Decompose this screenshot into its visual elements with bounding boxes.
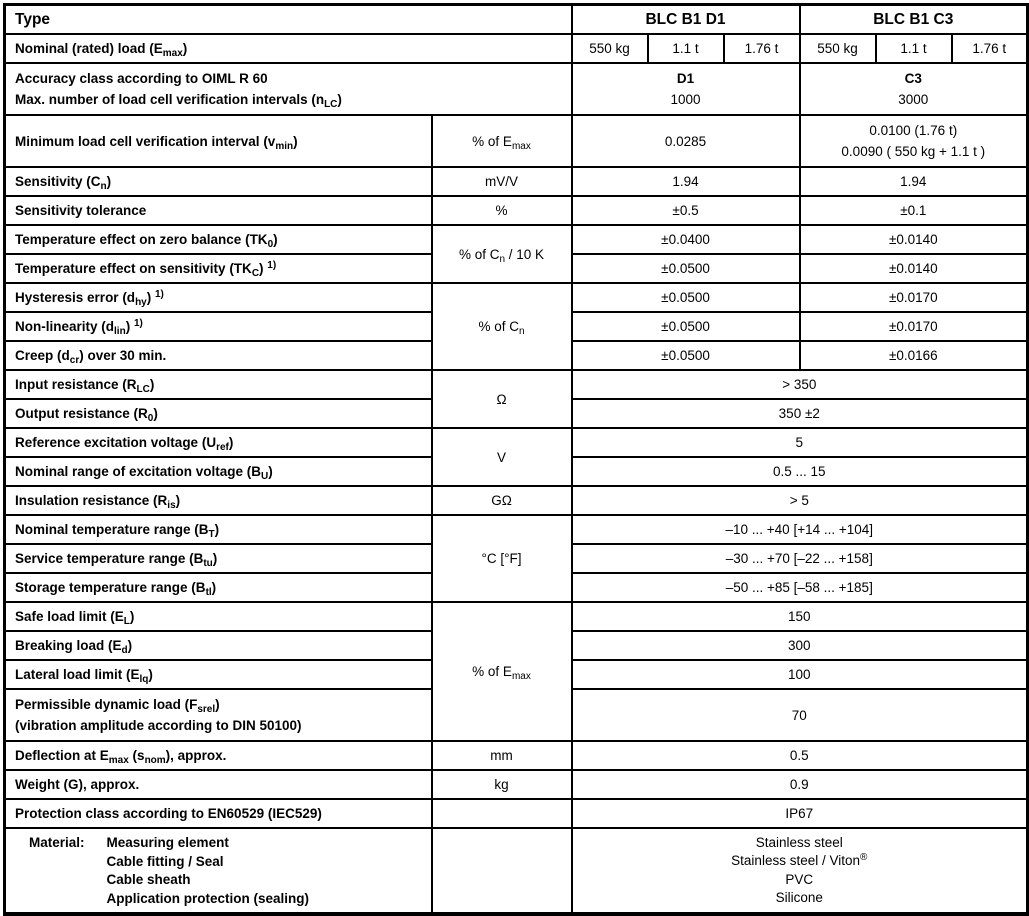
volt-unit: V — [432, 428, 572, 486]
sensitivity-tolerance-label: Sensitivity tolerance — [5, 196, 432, 225]
min-verification-label: Minimum load cell verification interval $(v_{min})$ — [5, 115, 432, 167]
header-model-d1: BLC B1 D1 — [572, 5, 800, 35]
creep-label: Creep $(d_{cr})$ over 30 min. — [5, 341, 432, 370]
protection-value: IP67 — [572, 799, 1028, 828]
safe-load-label: Safe load limit $(E_L)$ — [5, 602, 432, 631]
mm-unit: mm — [432, 741, 572, 770]
sensitivity-tolerance-d1: ±0.5 — [572, 196, 800, 225]
material-item-cable-fitting: Cable fitting / Seal — [106, 853, 224, 869]
nominal-load-c3-1-76: 1.76 t — [952, 34, 1028, 63]
min-verification-d1: 0.0285 — [572, 115, 800, 167]
nominal-load-label: Nominal (rated) load $(E_{max})$ — [5, 34, 572, 63]
temp-service-label: Service temperature range $(B_{tu})$ — [5, 544, 432, 573]
non-linearity-d1: ±0.0500 — [572, 312, 800, 341]
tkc-c3: ±0.0140 — [800, 254, 1028, 283]
material-items — [107, 834, 310, 908]
output-resistance-value: 350 ±2 — [572, 399, 1028, 428]
sensitivity-d1: 1.94 — [572, 167, 800, 196]
weight-label: Weight (G), approx. — [5, 770, 432, 799]
material-value-measuring-element: Stainless steel — [755, 834, 843, 850]
row-nominal-load — [5, 34, 1028, 63]
emax-unit: % of $E_{max}$ — [432, 602, 572, 741]
min-verification-unit: % of $E_{max}$ — [432, 115, 572, 167]
safe-load-value: 150 — [572, 602, 1028, 631]
ref-voltage-label: Reference excitation voltage $(U_{ref})$ — [5, 428, 432, 457]
material-unit-empty — [432, 828, 572, 914]
header-type: Type — [5, 5, 572, 35]
material-flex — [29, 834, 425, 908]
min-verification-c3 — [800, 115, 1028, 167]
row-ref-excitation-voltage — [5, 428, 1028, 457]
accuracy-d1-count: 1000 — [670, 92, 701, 107]
tkc-d1: ±0.0500 — [572, 254, 800, 283]
input-resistance-value: > 350 — [572, 370, 1028, 399]
temp-nominal-value: –10 ... +40 [+14 ... +104] — [572, 515, 1028, 544]
tk0-d1: ±0.0400 — [572, 225, 800, 254]
nominal-load-d1-1-76: 1.76 t — [724, 34, 800, 63]
tk0-c3: ±0.0140 — [800, 225, 1028, 254]
tk0-label: Temperature effect on zero balance $(TK_0)$ — [5, 225, 432, 254]
material-heading: Material: — [29, 835, 85, 850]
row-temp-effect-zero — [5, 225, 1028, 254]
min-verification-c3-line1: 0.0100 (1.76 t) — [869, 123, 958, 138]
gohm-unit: GΩ — [432, 486, 572, 515]
lateral-load-label: Lateral load limit $(E_{lq})$ — [5, 660, 432, 689]
row-input-resistance — [5, 370, 1028, 399]
accuracy-c3-cell — [800, 63, 1028, 115]
material-values — [572, 828, 1028, 914]
non-linearity-c3: ±0.0170 — [800, 312, 1028, 341]
temp-storage-value: –50 ... +85 [–58 ... +185] — [572, 573, 1028, 602]
row-material — [5, 828, 1028, 914]
material-item-measuring-element: Measuring element — [106, 835, 229, 850]
accuracy-d1-cell — [572, 63, 800, 115]
excitation-range-label: Nominal range of excitation voltage $(B_U)$ — [5, 457, 432, 486]
deflection-label: Deflection at $E_{max}$ $(s_{nom})$, approx. — [5, 741, 432, 770]
kg-unit: kg — [432, 770, 572, 799]
input-resistance-label: Input resistance $(R_{LC})$ — [5, 370, 432, 399]
material-value-application-protection: Silicone — [775, 890, 823, 905]
accuracy-c3-count: 3000 — [898, 92, 929, 107]
nominal-load-c3-550: 550 kg — [800, 34, 876, 63]
accuracy-d1-class: D1 — [676, 71, 695, 86]
insulation-value: > 5 — [572, 486, 1028, 515]
cn-unit: % of $C_n$ — [432, 283, 572, 370]
non-linearity-label: Non-linearity $(d_{lin})$ $^{1)}$ — [5, 312, 432, 341]
hysteresis-d1: ±0.0500 — [572, 283, 800, 312]
sensitivity-tolerance-unit: % — [432, 196, 572, 225]
header-row — [5, 5, 1028, 35]
ref-voltage-value: 5 — [572, 428, 1028, 457]
row-sensitivity — [5, 167, 1028, 196]
celsius-unit: °C [°F] — [432, 515, 572, 602]
max-intervals-line: Max. number of load cell verification intervals $(n_{LC})$ — [15, 92, 342, 110]
row-safe-load-limit — [5, 602, 1028, 631]
row-insulation-resistance — [5, 486, 1028, 515]
material-item-application-protection: Application protection (sealing) — [106, 890, 310, 906]
dynamic-load-line1: Permissible dynamic load $(F_{srel})$ — [15, 697, 220, 715]
load-cell-spec-table — [3, 3, 1029, 916]
row-min-verification-interval — [5, 115, 1028, 167]
temp-nominal-label: Nominal temperature range $(B_T)$ — [5, 515, 432, 544]
breaking-load-value: 300 — [572, 631, 1028, 660]
output-resistance-label: Output resistance $(R_0)$ — [5, 399, 432, 428]
sensitivity-c3: 1.94 — [800, 167, 1028, 196]
material-label — [5, 828, 432, 914]
row-weight — [5, 770, 1028, 799]
hysteresis-label: Hysteresis error $(d_{hy})$ $^{1)}$ — [5, 283, 432, 312]
hysteresis-c3: ±0.0170 — [800, 283, 1028, 312]
sensitivity-unit: mV/V — [432, 167, 572, 196]
protection-unit-empty — [432, 799, 572, 828]
row-accuracy-class — [5, 63, 1028, 115]
dynamic-load-label — [5, 689, 432, 741]
material-item-cable-sheath: Cable sheath — [106, 872, 191, 887]
nominal-load-c3-1-1: 1.1 t — [876, 34, 952, 63]
deflection-value: 0.5 — [572, 741, 1028, 770]
row-deflection — [5, 741, 1028, 770]
material-value-cable-fitting: Stainless steel / Viton® — [731, 852, 868, 868]
sensitivity-label: Sensitivity $(C_n)$ — [5, 167, 432, 196]
temp-storage-label: Storage temperature range $(B_{tl})$ — [5, 573, 432, 602]
accuracy-c3-class: C3 — [904, 71, 922, 86]
lateral-load-value: 100 — [572, 660, 1028, 689]
accuracy-class-label — [5, 63, 572, 115]
temp-service-value: –30 ... +70 [–22 ... +158] — [572, 544, 1028, 573]
creep-c3: ±0.0166 — [800, 341, 1028, 370]
excitation-range-value: 0.5 ... 15 — [572, 457, 1028, 486]
insulation-label: Insulation resistance $(R_{is})$ — [5, 486, 432, 515]
row-protection-class — [5, 799, 1028, 828]
accuracy-class-line: Accuracy class according to OIML R 60 — [15, 71, 268, 86]
nominal-load-d1-1-1: 1.1 t — [648, 34, 724, 63]
material-value-cable-sheath: PVC — [785, 871, 814, 887]
sensitivity-tolerance-c3: ±0.1 — [800, 196, 1028, 225]
weight-value: 0.9 — [572, 770, 1028, 799]
protection-label: Protection class according to EN60529 (IEC529) — [5, 799, 432, 828]
creep-d1: ±0.0500 — [572, 341, 800, 370]
tkc-label: Temperature effect on sensitivity $(TK_C)$ $^{1)}$ — [5, 254, 432, 283]
row-hysteresis — [5, 283, 1028, 312]
row-sensitivity-tolerance — [5, 196, 1028, 225]
nominal-load-d1-550: 550 kg — [572, 34, 648, 63]
min-verification-c3-line2: 0.0090 ( 550 kg + 1.1 t ) — [841, 144, 986, 159]
dynamic-load-value: 70 — [572, 689, 1028, 741]
breaking-load-label: Breaking load $(E_d)$ — [5, 631, 432, 660]
row-nominal-temp-range — [5, 515, 1028, 544]
dynamic-load-line2: (vibration amplitude according to DIN 50100) — [15, 718, 302, 733]
ohm-unit: Ω — [432, 370, 572, 428]
tk-unit: % of $C_n / 10$ K — [432, 225, 572, 283]
header-model-c3: BLC B1 C3 — [800, 5, 1028, 35]
